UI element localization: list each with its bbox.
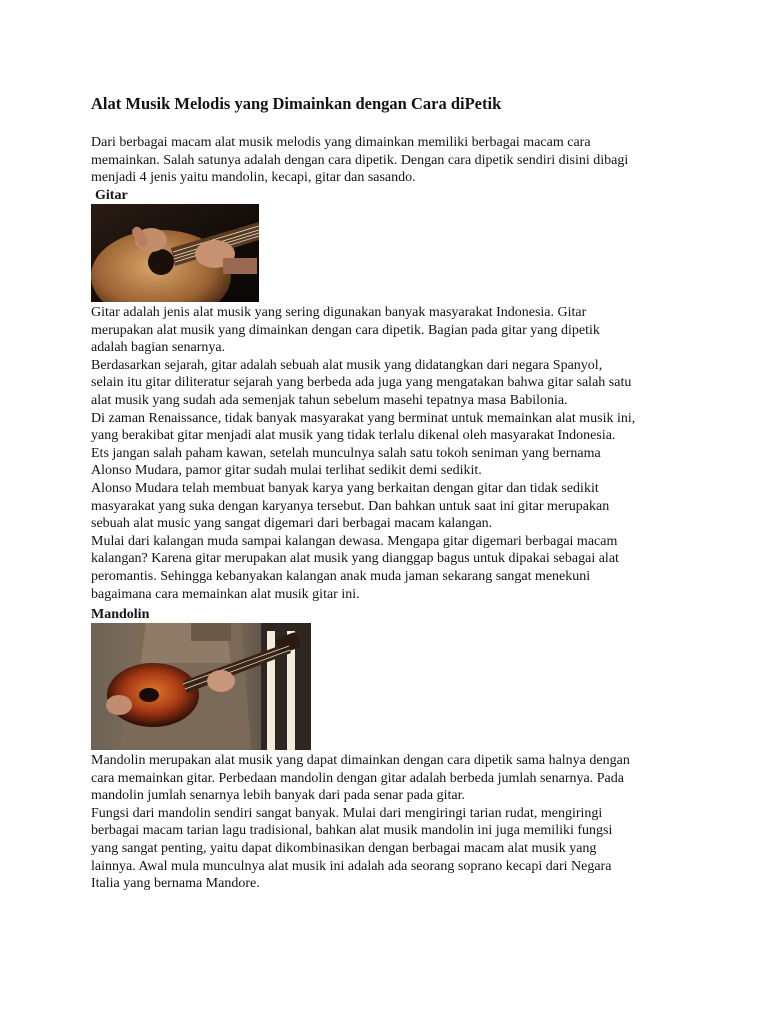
mandolin-paragraph <box>91 752 701 893</box>
text-line: masyarakat yang suka dengan karyanya tersebut. Dan bahkan untuk saat ini gitar merupakan <box>91 498 610 514</box>
text-line: Ets jangan salah paham kawan, setelah munculnya salah satu tokoh seniman yang bernama <box>91 445 601 461</box>
text-line: Dari berbagai macam alat musik melodis yang dimainkan memiliki berbagai macam cara <box>91 135 591 150</box>
intro-paragraph <box>91 134 701 187</box>
text-line: kalangan? Karena gitar merupakan alat musik yang dianggap bagus untuk dipakai sebagai alat <box>91 551 619 567</box>
gitar-paragraph <box>91 304 701 603</box>
text-line: merupakan alat musik yang dimainkan dengan cara dipetik. Bagian pada gitar yang dipetik <box>91 322 600 338</box>
text-line: bagaimana cara memainkan alat musik gitar ini. <box>91 586 360 602</box>
text-line: mandolin jumlah senarnya lebih banyak dari pada senar pada gitar. <box>91 788 465 804</box>
document-title: Alat Musik Melodis yang Dimainkan dengan Cara diPetik <box>91 94 502 113</box>
text-line: Alonso Mudara telah membuat banyak karya yang berkaitan dengan gitar dan tidak sedikit <box>91 480 599 496</box>
text-line: adalah bagian senarnya. <box>91 340 226 356</box>
text-line: Di zaman Renaissance, tidak banyak masyarakat yang berminat untuk memainkan alat musik ini, <box>91 410 636 426</box>
text-line: menjadi 4 jenis yaitu mandolin, kecapi, gitar dan sasando. <box>91 170 416 186</box>
text-line: selain itu gitar diliteratur sejarah yang berbeda ada juga yang mengatakan bahwa gitar salah satu <box>91 375 632 391</box>
text-line: Italia yang bernama Mandore. <box>91 876 260 892</box>
text-line: yang sangat penting, yaitu dapat dikombinasikan dengan berbagai macam alat musik yang <box>91 840 597 856</box>
text-line: lainnya. Awal mula munculnya alat musik ini adalah ada seorang soprano kecapi dari Negara <box>91 858 612 874</box>
text-line: yang berakibat gitar menjadi alat musik yang tidak terlalu dikenal oleh masyarakat Indonesia. <box>91 428 616 444</box>
text-line: Mulai dari kalangan muda sampai kalangan dewasa. Mengapa gitar digemari berbagai macam <box>91 533 618 549</box>
mandolin-photo <box>91 623 311 750</box>
guitar-photo <box>91 204 259 302</box>
text-line: alat musik yang sudah ada semenjak tahun sebelum masehi tepatnya masa Babilonia. <box>91 392 568 408</box>
text-line: memainkan. Salah satunya adalah dengan cara dipetik. Dengan cara dipetik sendiri disini dibagi <box>91 152 629 168</box>
gitar-heading: Gitar <box>95 188 128 203</box>
text-line: sebuah alat music yang sangat digemari dari berbagai macam kalangan. <box>91 516 493 532</box>
text-line: Berdasarkan sejarah, gitar adalah sebuah alat musik yang didatangkan dari negara Spanyol, <box>91 357 603 373</box>
text-line: berbagai macam tarian lagu tradisional, bahkan alat musik mandolin ini juga memiliki fungsi <box>91 823 613 839</box>
text-line: Fungsi dari mandolin sendiri sangat banyak. Mulai dari mengiringi tarian rudat, mengiringi <box>91 805 603 821</box>
text-line: Alonso Mudara, pamor gitar sudah mulai terlihat sedikit demi sedikit. <box>91 463 482 479</box>
mandolin-heading: Mandolin <box>91 607 150 622</box>
text-line: Gitar adalah jenis alat musik yang sering digunakan banyak masyarakat Indonesia. Gitar <box>91 305 587 320</box>
text-line: peromantis. Sehingga kebanyakan kalangan anak muda jaman sekarang sangat menekuni <box>91 568 591 584</box>
text-line: Mandolin merupakan alat musik yang dapat dimainkan dengan cara dipetik sama halnya dengan <box>91 753 630 768</box>
text-line: cara memainkan gitar. Perbedaan mandolin dengan gitar adalah berbeda jumlah senarnya. Pada <box>91 770 624 786</box>
